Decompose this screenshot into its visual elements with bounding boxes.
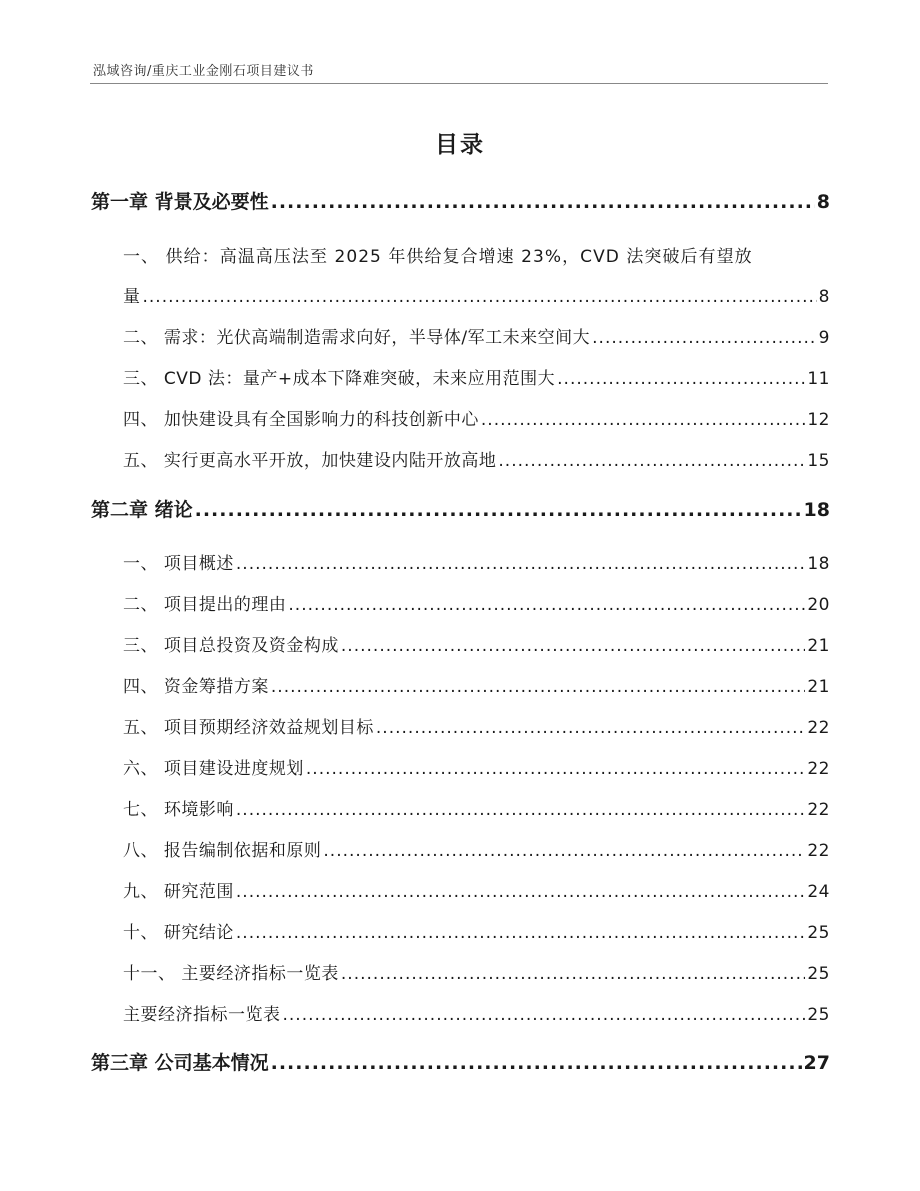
toc-page-number: 18 <box>803 499 830 521</box>
toc-leader <box>236 800 805 820</box>
toc-label: 第三章 公司基本情况 <box>91 1052 269 1074</box>
toc-page-number: 8 <box>818 287 830 307</box>
toc-section-1-1[interactable] <box>91 282 830 307</box>
toc-page-number: 22 <box>807 718 830 738</box>
toc-leader <box>236 923 805 943</box>
toc-label: 主要经济指标一览表 <box>123 1005 281 1025</box>
toc-page-number: 12 <box>807 410 830 430</box>
toc-page-number: 25 <box>807 964 830 984</box>
toc-leader <box>283 1005 806 1025</box>
toc-page-number: 25 <box>807 923 830 943</box>
toc-page-number: 21 <box>807 636 830 656</box>
toc-section-2-1[interactable] <box>91 549 830 574</box>
header-rule <box>90 83 828 84</box>
toc-section-2-5[interactable] <box>91 713 830 738</box>
toc-section-2-7[interactable] <box>91 795 830 820</box>
toc-leader <box>288 595 805 615</box>
toc-section-2-6[interactable] <box>91 754 830 779</box>
toc-leader <box>306 759 805 779</box>
toc-page-number: 22 <box>807 841 830 861</box>
toc-label: 二、 项目提出的理由 <box>123 595 287 615</box>
toc-label: 二、 需求：光伏高端制造需求向好，半导体/军工未来空间大 <box>123 328 591 348</box>
toc-leader <box>592 328 817 348</box>
toc-page-number: 24 <box>807 882 830 902</box>
toc-label: 三、 项目总投资及资金构成 <box>123 636 339 656</box>
toc-leader <box>341 636 805 656</box>
toc-label: 九、 研究范围 <box>123 882 234 902</box>
toc-page-number: 11 <box>807 369 830 389</box>
toc-page-number: 21 <box>807 677 830 697</box>
toc-section-2-10[interactable] <box>91 918 830 943</box>
toc-label: 六、 项目建设进度规划 <box>123 759 304 779</box>
toc-leader <box>481 410 805 430</box>
toc-page-number: 22 <box>807 800 830 820</box>
toc-section-2-2[interactable] <box>91 590 830 615</box>
toc-leader <box>341 964 805 984</box>
toc-page-number: 22 <box>807 759 830 779</box>
toc-label: 十一、 主要经济指标一览表 <box>123 964 339 984</box>
toc-page-number: 15 <box>807 451 830 471</box>
toc-label: 八、 报告编制依据和原则 <box>123 841 322 861</box>
toc-page-number: 20 <box>807 595 830 615</box>
toc-section-1-4[interactable] <box>91 405 830 430</box>
toc-section-1-1-line1[interactable]: 一、 供给：高温高压法至 2025 年供给复合增速 23%，CVD 法突破后有望放 <box>123 247 753 267</box>
toc-leader <box>271 191 815 213</box>
toc-chapter-2[interactable] <box>91 495 830 522</box>
toc-label: 量 <box>123 287 141 307</box>
toc-section-2-4[interactable] <box>91 672 830 697</box>
toc-page-number: 9 <box>818 328 830 348</box>
toc-page-number: 18 <box>807 554 830 574</box>
toc-label: 五、 实行更高水平开放，加快建设内陆开放高地 <box>123 451 497 471</box>
toc-label: 十、 研究结论 <box>123 923 234 943</box>
toc-label: 四、 加快建设具有全国影响力的科技创新中心 <box>123 410 479 430</box>
toc-label: 四、 资金筹措方案 <box>123 677 269 697</box>
toc-title: 目录 <box>435 132 485 158</box>
toc-page-number: 8 <box>816 191 830 213</box>
toc-chapter-1[interactable] <box>91 187 830 214</box>
toc-section-1-5[interactable] <box>91 446 830 471</box>
toc-section-2-12[interactable] <box>91 1000 830 1025</box>
toc-leader <box>271 677 805 697</box>
toc-label: 五、 项目预期经济效益规划目标 <box>123 718 374 738</box>
toc-page-number: 27 <box>803 1052 830 1074</box>
toc-section-1-3[interactable] <box>91 364 830 389</box>
toc-label: 第一章 背景及必要性 <box>91 191 269 213</box>
toc-section-2-8[interactable] <box>91 836 830 861</box>
toc-leader <box>236 554 805 574</box>
toc-label: 七、 环境影响 <box>123 800 234 820</box>
toc-section-2-3[interactable] <box>91 631 830 656</box>
toc-leader <box>376 718 805 738</box>
toc-leader <box>557 369 805 389</box>
page-header-text: 泓域咨询/重庆工业金刚石项目建议书 <box>93 64 314 79</box>
toc-leader <box>195 499 802 521</box>
toc-section-2-9[interactable] <box>91 877 830 902</box>
toc-leader <box>498 451 805 471</box>
toc-leader <box>236 882 805 902</box>
toc-page-number: 25 <box>807 1005 830 1025</box>
toc-chapter-3[interactable] <box>91 1048 830 1075</box>
toc-leader <box>271 1052 802 1074</box>
toc-label: 一、 项目概述 <box>123 554 234 574</box>
toc-leader <box>323 841 805 861</box>
toc-label: 三、 CVD 法：量产+成本下降难突破，未来应用范围大 <box>123 369 556 389</box>
toc-label: 第二章 绪论 <box>91 499 193 521</box>
toc-section-2-11[interactable] <box>91 959 830 984</box>
toc-leader <box>143 287 817 307</box>
toc-section-1-2[interactable] <box>91 323 830 348</box>
